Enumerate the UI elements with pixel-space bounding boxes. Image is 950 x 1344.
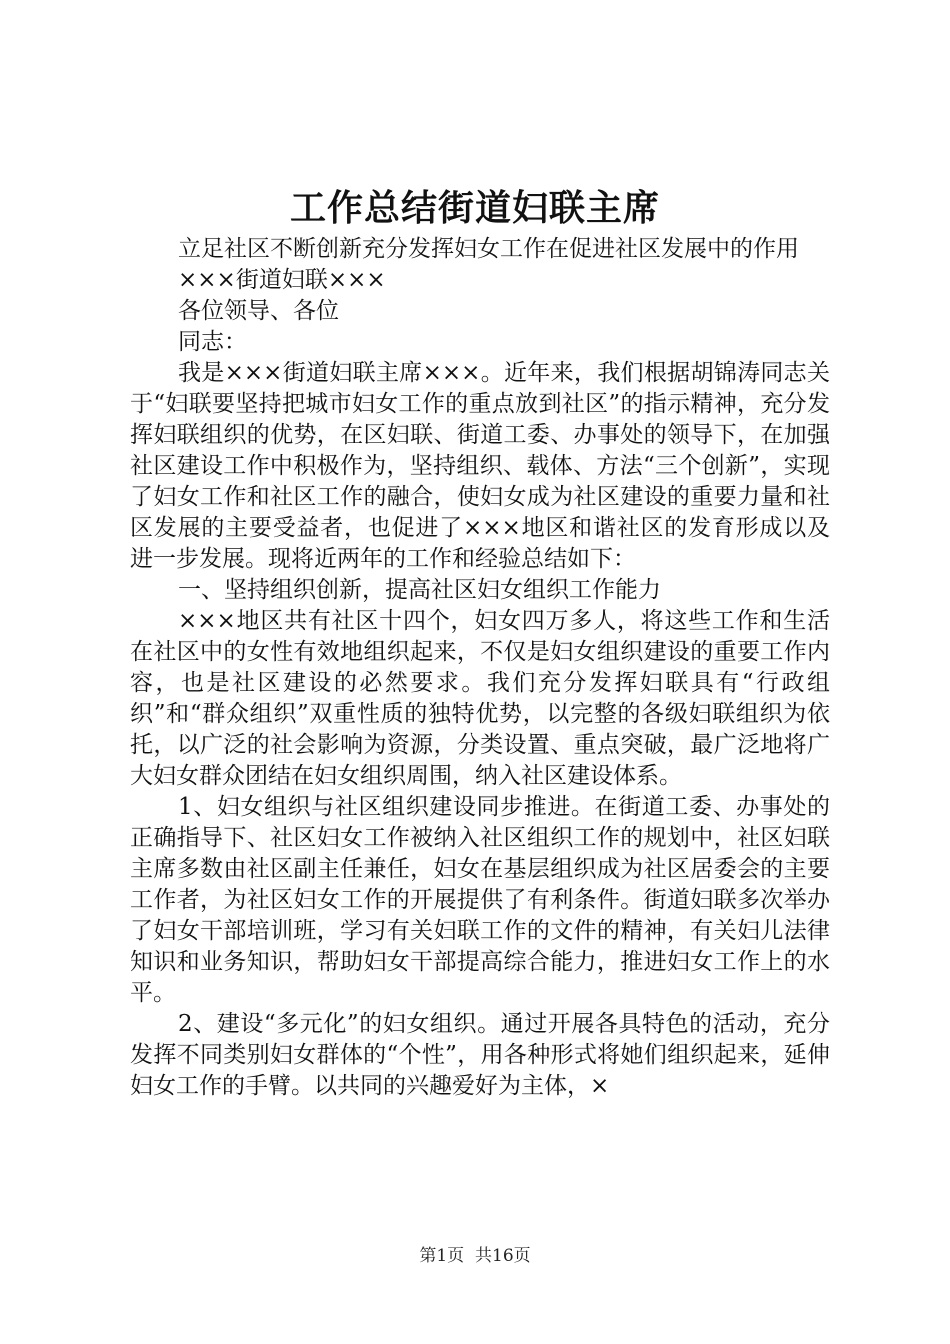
paragraph-section-1-body: ×××地区共有社区十四个，妇女四万多人，将这些工作和生活在社区中的女性有效地组织起来，不仅是妇女组织建设的重要工作内容，也是社区建设的必然要求。我们充分发挥妇联具有“行政组织”和“群众组织”双重性质的独特优势，以完整的各级妇联组织为依托，以广泛的社会影响为资源，分类设置、重点突破，最广泛地将广大妇女群众团结在妇女组织周围，纳入社区建设体系。 (130, 608, 830, 789)
page-total: 共16页 (475, 1246, 531, 1266)
section-heading-1: 一、坚持组织创新，提高社区妇女组织工作能力 (178, 577, 661, 603)
footer-spacer (464, 1246, 475, 1266)
document-title: 工作总结街道妇联主席 (289, 187, 660, 229)
page-footer (0, 1244, 950, 1268)
paragraph-item-1: 1、妇女组织与社区组织建设同步推进。在街道工委、办事处的正确指导下、社区妇女工作被纳入社区组织工作的规划中，社区妇联主席多数由社区副主任兼任，妇女在基层组织成为社区居委会的主要工作者，为社区妇女工作的开展提供了有利条件。街道妇联多次举办了妇女干部培训班，学习有关妇联工作的文件的精神，有关妇儿法律知识和业务知识，帮助妇女干部提高综合能力，推进妇女工作上的水平。 (130, 794, 830, 1006)
paragraph-author: ×××街道妇联××× (178, 267, 386, 293)
paragraph-intro: 我是×××街道妇联主席×××。近年来，我们根据胡锦涛同志关于“妇联要坚持把城市妇女工作的重点放到社区”的指示精神，充分发挥妇联组织的优势，在区妇联、街道工委、办事处的领导下，在加强社区建设工作中积极作为，坚持组织、载体、方法“三个创新”，实现了妇女工作和社区工作的融合，使妇女成为社区建设的重要力量和社区发展的主要受益者，也促进了×××地区和谐社区的发育形成以及进一步发展。现将近两年的工作和经验总结如下： (130, 360, 830, 572)
document-body (130, 234, 830, 1102)
paragraph-salutation: 同志： (178, 329, 247, 355)
page-number: 第1页 (419, 1246, 465, 1266)
paragraph-subtitle: 立足社区不断创新充分发挥妇女工作在促进社区发展中的作用 (178, 236, 799, 262)
paragraph-greeting: 各位领导、各位 (178, 298, 339, 324)
paragraph-item-2: 2、建设“多元化”的妇女组织。通过开展各具特色的活动，充分发挥不同类别妇女群体的“个性”，用各种形式将她们组织起来，延伸妇女工作的手臂。以共同的兴趣爱好为主体，× (130, 1011, 830, 1099)
